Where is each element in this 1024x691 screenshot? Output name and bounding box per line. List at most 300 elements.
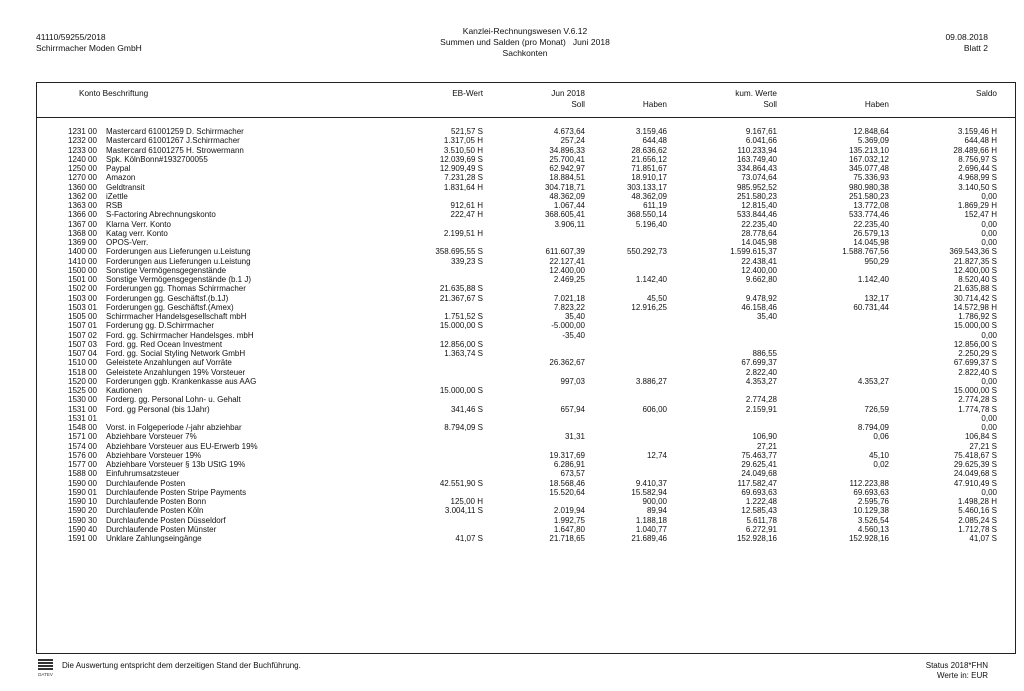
table-row: [37, 469, 1015, 478]
cell-beschriftung: Mastercard 61001267 J.Schirrmacher: [106, 136, 240, 146]
cell-konto: 1231 00: [68, 127, 97, 136]
cell-beschriftung: Amazon: [106, 173, 136, 183]
cell-konto: 1400 00: [68, 247, 97, 257]
cell-beschriftung: Einfuhrumsatzsteuer: [106, 469, 180, 479]
cell-beschriftung: Durchlaufende Posten Bonn: [106, 497, 207, 506]
cell-month-soll: 22.127,41: [549, 256, 585, 266]
cell-konto: 1369 00: [68, 238, 97, 247]
cell-konto: 1250 00: [68, 164, 97, 173]
cell-konto: 1510 00: [68, 358, 97, 368]
cell-month-haben: 12.916,25: [631, 302, 667, 312]
cell-beschriftung: Forderungen ggb. Krankenkasse aus AAG: [106, 376, 257, 386]
cell-month-haben: 21.656,12: [631, 154, 667, 164]
cell-month-soll: 368.605,41: [544, 210, 585, 220]
table-row: [37, 488, 1015, 497]
col-eb-wert: EB-Wert: [452, 89, 483, 98]
cell-konto: 1518 00: [68, 367, 97, 377]
cell-kum-haben: 2.595,76: [857, 497, 889, 506]
cell-month-haben: 368.550,14: [626, 210, 667, 220]
cell-saldo: 30.714,42 S: [953, 293, 997, 303]
table-row: [37, 525, 1015, 534]
cell-kum-soll: 1.599.615,37: [730, 247, 777, 257]
table-row: [37, 423, 1015, 432]
table-row: [37, 358, 1015, 367]
cell-konto: 1531 00: [68, 404, 97, 414]
table-row: [37, 164, 1015, 173]
cell-kum-soll: 985.952,52: [736, 182, 777, 192]
cell-saldo: 106,84 S: [964, 432, 997, 442]
cell-saldo: 2.774,28 S: [958, 395, 997, 405]
table-row: [37, 432, 1015, 441]
cell-konto: 1366 00: [68, 210, 97, 220]
col-saldo: Saldo: [976, 89, 997, 98]
cell-konto: 1525 00: [68, 386, 97, 395]
cell-kum-haben: 13.772,08: [853, 201, 889, 210]
cell-kum-haben: 0,06: [873, 432, 889, 442]
col-kum-werte: kum. Werte: [735, 89, 777, 98]
cell-month-soll: 4.673,64: [553, 127, 585, 136]
table-row: [37, 284, 1015, 293]
cell-month-soll: 35,40: [564, 312, 585, 321]
cell-saldo: 0,00: [981, 487, 997, 497]
table-row: [37, 275, 1015, 284]
cell-eb-wert: 7.231,28 S: [444, 173, 483, 183]
header-center: [380, 26, 670, 58]
cell-konto: 1590 20: [68, 506, 97, 516]
cell-month-soll: 62.942,97: [549, 164, 585, 173]
col-month: Jun 2018: [551, 89, 585, 98]
cell-saldo: 3.140,50 S: [958, 182, 997, 192]
table-row: [37, 201, 1015, 210]
cell-konto: 1507 03: [68, 339, 97, 349]
cell-saldo: 1.774,78 S: [958, 404, 997, 414]
cell-kum-haben: 1.142,40: [857, 275, 889, 284]
footer-note: Die Auswertung entspricht dem derzeitigen Stand der Buchführung.: [62, 661, 301, 670]
datev-logo-icon: [38, 659, 53, 677]
cell-kum-soll: 1.222,48: [745, 497, 777, 506]
cell-kum-haben: 345.077,48: [848, 164, 889, 173]
cell-kum-haben: 10.129,38: [853, 506, 889, 516]
cell-month-soll: 3.906,11: [554, 219, 585, 229]
cell-saldo: 0,00: [981, 413, 997, 423]
cell-konto: 1503 01: [68, 302, 97, 312]
cell-month-soll: 673,57: [560, 469, 585, 479]
cell-saldo: 28.489,66 H: [953, 145, 997, 155]
cell-konto: 1363 00: [68, 201, 97, 210]
col-konto-beschriftung: Konto Beschriftung: [79, 89, 149, 98]
cell-beschriftung: Ford. gg. Red Ocean Investment: [106, 339, 223, 349]
table-row: [37, 331, 1015, 340]
cell-kum-soll: 29.625,41: [741, 460, 777, 469]
cell-kum-soll: 9.478,92: [745, 293, 777, 303]
cell-month-haben: 89,94: [646, 506, 667, 516]
cell-kum-soll: 69.693,63: [741, 487, 777, 497]
cell-beschriftung: iZettle: [106, 191, 128, 201]
cell-konto: 1501 00: [68, 275, 97, 284]
cell-month-soll: 1.647,80: [553, 524, 585, 534]
cell-kum-haben: 26.579,13: [853, 228, 889, 238]
cell-konto: 1574 00: [68, 441, 97, 451]
cell-kum-soll: 5.611,78: [746, 515, 777, 525]
cell-beschriftung: Durchlaufende Posten: [106, 478, 186, 488]
table-row: [37, 173, 1015, 182]
cell-beschriftung: Paypal: [106, 164, 131, 173]
cell-month-soll: 7.823,22: [553, 302, 585, 312]
report-date: 09.08.2018: [945, 32, 988, 42]
cell-beschriftung: Forderungen aus Lieferungen u.Leistung: [106, 256, 251, 266]
cell-kum-haben: 4.560,13: [857, 524, 889, 534]
cell-kum-haben: 3.526,54: [857, 515, 889, 525]
table-row: [37, 238, 1015, 247]
software-title: Kanzlei-Rechnungswesen V.6.12: [462, 26, 588, 36]
cell-saldo: 0,00: [981, 330, 997, 340]
cell-kum-soll: 886,55: [752, 349, 777, 358]
cell-konto: 1507 01: [68, 321, 97, 331]
cell-beschriftung: Durchlaufende Posten Köln: [106, 506, 204, 516]
cell-month-haben: 15.582,94: [631, 487, 667, 497]
cell-saldo: 4.968,99 S: [958, 173, 997, 183]
cell-eb-wert: 21.367,67 S: [439, 293, 483, 303]
cell-saldo: 67.699,37 S: [953, 358, 997, 368]
cell-saldo: 2.822,40 S: [958, 367, 997, 377]
table-row: [37, 395, 1015, 404]
cell-kum-soll: 163.749,40: [736, 154, 777, 164]
cell-saldo: 2.696,44 S: [958, 164, 997, 173]
cell-beschriftung: Forderungen gg. Geschäftsf.(Amex): [106, 302, 234, 312]
cell-beschriftung: Abziehbare Vorsteuer aus EU-Erwerb 19%: [106, 441, 258, 451]
header-left: [36, 32, 142, 54]
cell-kum-haben: 75.336,93: [853, 173, 889, 183]
cell-saldo: 1.869,29 H: [957, 201, 997, 210]
cell-konto: 1362 00: [68, 191, 97, 201]
cell-kum-haben: 45,10: [868, 450, 889, 460]
cell-month-soll: 611.607,39: [545, 247, 585, 257]
cell-kum-soll: 152.928,16: [736, 534, 777, 543]
cell-kum-haben: 69.693,63: [853, 487, 889, 497]
cell-kum-soll: 28.778,64: [741, 228, 777, 238]
cell-beschriftung: Geldtransit: [106, 182, 145, 192]
cell-beschriftung: Sonstige Vermögensgegenstände: [106, 265, 227, 275]
cell-kum-soll: 22.438,41: [741, 256, 777, 266]
cell-kum-soll: 2.822,40: [745, 367, 777, 377]
client-number: 41110/59255/2018: [36, 32, 106, 42]
report-title: Summen und Salden (pro Monat) Juni 2018: [440, 36, 610, 47]
cell-saldo: 8.520,40 S: [958, 275, 997, 284]
cell-month-soll: 2.019,94: [553, 506, 585, 516]
cell-konto: 1232 00: [68, 136, 97, 146]
cell-beschriftung: Forderungen gg. Geschäftsf.(b.1J): [106, 293, 229, 303]
cell-kum-haben: 8.794,09: [857, 423, 889, 432]
table-row: [37, 442, 1015, 451]
cell-eb-wert: 2.199,51 H: [443, 228, 483, 238]
cell-eb-wert: 41,07 S: [455, 534, 483, 543]
cell-kum-soll: 334.864,43: [736, 164, 777, 173]
cell-beschriftung: Forderg. gg. Personal Lohn- u. Gehalt: [106, 395, 241, 405]
cell-kum-haben: 60.731,44: [853, 302, 889, 312]
cell-konto: 1500 00: [68, 265, 97, 275]
cell-konto: 1233 00: [68, 145, 97, 155]
cell-month-haben: 48.362,09: [631, 191, 667, 201]
cell-kum-haben: 251.580,23: [848, 191, 889, 201]
cell-month-soll: 1.992,75: [553, 515, 585, 525]
cell-month-soll: 304.718,71: [544, 182, 585, 192]
cell-kum-haben: 12.848,64: [853, 127, 889, 136]
cell-konto: 1367 00: [68, 219, 97, 229]
cell-beschriftung: Spk. KölnBonn#1932700055: [106, 154, 208, 164]
cell-kum-soll: 46.158,46: [741, 302, 777, 312]
cell-konto: 1530 00: [68, 395, 97, 405]
cell-konto: 1591 00: [68, 534, 97, 543]
table-row: [37, 497, 1015, 506]
cell-beschriftung: Sonstige Vermögensgegenstände (b.1 J): [106, 275, 251, 284]
cell-beschriftung: Mastercard 61001275 H. Strowermann: [106, 145, 244, 155]
cell-saldo: 0,00: [981, 228, 997, 238]
cell-beschriftung: Durchlaufende Posten Münster: [106, 524, 217, 534]
cell-kum-haben: 950,29: [864, 256, 889, 266]
cell-konto: 1590 10: [68, 497, 97, 506]
table-row: [37, 303, 1015, 312]
company-name: Schirrmacher Moden GmbH: [36, 43, 142, 53]
cell-saldo: 1.786,92 S: [958, 312, 997, 321]
cell-kum-soll: 106,90: [752, 432, 777, 442]
cell-month-soll: 18.884,51: [549, 173, 585, 183]
cell-saldo: 1.498,28 H: [957, 497, 997, 506]
cell-month-haben: 18.910,17: [631, 173, 667, 183]
cell-saldo: 2.250,29 S: [958, 349, 997, 358]
col-month-soll: Soll: [571, 100, 585, 109]
cell-saldo: 21.827,35 S: [953, 256, 997, 266]
cell-month-soll: 15.520,64: [549, 487, 585, 497]
cell-saldo: 15.000,00 S: [953, 321, 997, 331]
cell-beschriftung: Mastercard 61001259 D. Schirrmacher: [106, 127, 244, 136]
cell-kum-soll: 9.167,61: [745, 127, 777, 136]
report-subtitle: Sachkonten: [502, 47, 548, 58]
cell-month-haben: 1.142,40: [635, 275, 667, 284]
cell-saldo: 75.418,67 S: [953, 450, 997, 460]
table-row: [37, 479, 1015, 488]
col-kum-haben: Haben: [864, 100, 889, 109]
cell-kum-soll: 24.049,68: [741, 469, 777, 479]
cell-kum-haben: 0,02: [873, 460, 889, 469]
cell-konto: 1503 00: [68, 293, 97, 303]
table-body: [37, 127, 1015, 543]
cell-konto: 1590 40: [68, 524, 97, 534]
cell-eb-wert: 1.363,74 S: [444, 349, 483, 358]
table-row: [37, 405, 1015, 414]
cell-month-haben: 3.886,27: [635, 376, 667, 386]
table-row: [37, 340, 1015, 349]
cell-kum-haben: 14.045,98: [853, 238, 889, 247]
cell-kum-soll: 22.235,40: [741, 219, 777, 229]
cell-month-soll: 12.400,00: [549, 265, 585, 275]
cell-eb-wert: 15.000,00 S: [439, 321, 483, 331]
table-row: [37, 183, 1015, 192]
cell-eb-wert: 8.794,09 S: [444, 423, 483, 432]
cell-beschriftung: Abziehbare Vorsteuer 19%: [106, 450, 202, 460]
table-row: [37, 368, 1015, 377]
table-row: [37, 349, 1015, 358]
cell-saldo: 21.635,88 S: [953, 284, 997, 294]
footer-right: [926, 661, 988, 681]
cell-month-soll: 26.362,67: [549, 358, 585, 368]
cell-kum-soll: 251.580,23: [736, 191, 777, 201]
datev-logo-text: DATEV: [38, 672, 53, 677]
cell-saldo: 41,07 S: [969, 534, 997, 543]
cell-beschriftung: Durchlaufende Posten Stripe Payments: [106, 487, 247, 497]
table-row: [37, 534, 1015, 543]
cell-konto: 1240 00: [68, 154, 97, 164]
cell-konto: 1270 00: [68, 173, 97, 183]
cell-kum-haben: 112.223,88: [849, 478, 889, 488]
col-month-haben: Haben: [642, 100, 667, 109]
table-row: [37, 451, 1015, 460]
cell-saldo: 12.856,00 S: [953, 339, 997, 349]
cell-month-haben: 12,74: [646, 450, 667, 460]
table-row: [37, 257, 1015, 266]
table-row: [37, 247, 1015, 256]
cell-saldo: 47.910,49 S: [953, 478, 997, 488]
cell-eb-wert: 12.856,00 S: [439, 339, 483, 349]
cell-eb-wert: 341,46 S: [450, 404, 483, 414]
cell-eb-wert: 12.039,69 S: [439, 154, 483, 164]
table-row: [37, 192, 1015, 201]
cell-beschriftung: Forderung gg. D.Schirrmacher: [106, 321, 215, 331]
cell-kum-soll: 4.353,27: [745, 376, 777, 386]
cell-kum-soll: 9.662,80: [745, 275, 777, 284]
table-row: [37, 220, 1015, 229]
cell-konto: 1507 04: [68, 349, 97, 358]
cell-konto: 1360 00: [68, 182, 97, 192]
cell-month-haben: 1.040,77: [635, 524, 667, 534]
cell-month-haben: 3.159,46: [635, 127, 667, 136]
cell-eb-wert: 42.551,90 S: [439, 478, 483, 488]
currency-text: Werte in: EUR: [937, 671, 988, 680]
cell-eb-wert: 3.510,50 H: [443, 145, 483, 155]
cell-month-soll: 257,24: [560, 136, 585, 146]
cell-beschriftung: Ford. gg. Schirrmacher Handelsges. mbH: [106, 330, 254, 340]
cell-month-soll: 7.021,18: [553, 293, 585, 303]
cell-eb-wert: 1.751,52 S: [444, 312, 483, 321]
cell-month-soll: 1.067,44: [553, 201, 585, 210]
cell-eb-wert: 12.909,49 S: [439, 164, 483, 173]
cell-beschriftung: Abziehbare Vorsteuer 7%: [106, 432, 197, 442]
cell-month-haben: 21.689,46: [631, 534, 667, 543]
cell-saldo: 2.085,24 S: [958, 515, 997, 525]
cell-month-soll: 6.286,91: [553, 460, 585, 469]
cell-month-haben: 28.636,62: [631, 145, 667, 155]
cell-konto: 1507 02: [68, 330, 97, 340]
cell-konto: 1410 00: [68, 256, 97, 266]
cell-month-soll: 21.718,65: [549, 534, 585, 543]
cell-kum-haben: 5.369,09: [857, 136, 889, 146]
table-row: [37, 146, 1015, 155]
cell-konto: 1577 00: [68, 460, 97, 469]
cell-beschriftung: Forderungen aus Lieferungen u.Leistung: [106, 247, 251, 257]
cell-kum-soll: 6.041,66: [745, 136, 777, 146]
cell-kum-soll: 6.272,91: [745, 524, 777, 534]
cell-beschriftung: Klarna Verr. Konto: [106, 219, 171, 229]
cell-eb-wert: 222,47 H: [450, 210, 483, 220]
cell-kum-haben: 22.235,40: [853, 219, 889, 229]
table-row: [37, 127, 1015, 136]
cell-beschriftung: Vorst. in Folgeperiode /-jahr abziehbar: [106, 423, 242, 432]
cell-konto: 1502 00: [68, 284, 97, 294]
cell-eb-wert: 339,23 S: [450, 256, 483, 266]
cell-kum-soll: 27,21: [756, 441, 777, 451]
cell-saldo: 644,48 H: [964, 136, 997, 146]
cell-month-soll: 2.469,25: [553, 275, 585, 284]
cell-month-haben: 644,48: [642, 136, 667, 146]
cell-month-haben: 303.133,17: [626, 182, 667, 192]
cell-month-soll: 997,03: [560, 376, 585, 386]
cell-saldo: 152,47 H: [964, 210, 997, 220]
cell-kum-soll: 12.815,40: [741, 201, 777, 210]
cell-kum-soll: 533.844,46: [736, 210, 777, 220]
cell-kum-haben: 132,17: [864, 293, 889, 303]
cell-month-haben: 9.410,37: [635, 478, 667, 488]
table-row: [37, 136, 1015, 145]
table-row: [37, 377, 1015, 386]
cell-month-soll: 25.700,41: [549, 154, 585, 164]
cell-konto: 1590 30: [68, 515, 97, 525]
cell-month-soll: 34.896,33: [549, 145, 585, 155]
cell-kum-soll: 110.233,94: [737, 145, 777, 155]
cell-beschriftung: Kautionen: [106, 386, 143, 395]
cell-konto: 1590 01: [68, 487, 97, 497]
cell-beschriftung: Forderungen gg. Thomas Schirrmacher: [106, 284, 246, 294]
cell-month-haben: 1.188,18: [635, 515, 667, 525]
cell-beschriftung: OPOS-Verr.: [106, 238, 149, 247]
cell-beschriftung: Geleistete Anzahlungen auf Vorräte: [106, 358, 232, 368]
cell-kum-soll: 35,40: [756, 312, 777, 321]
cell-beschriftung: Durchlaufende Posten Düsseldorf: [106, 515, 226, 525]
cell-saldo: 369.543,36 S: [949, 247, 997, 257]
cell-kum-soll: 12.585,43: [741, 506, 777, 516]
cell-kum-soll: 14.045,98: [741, 238, 777, 247]
col-kum-soll: Soll: [763, 100, 777, 109]
cell-saldo: 24.049,68 S: [953, 469, 997, 479]
cell-saldo: 8.756,97 S: [958, 154, 997, 164]
cell-kum-haben: 167.032,12: [848, 154, 889, 164]
cell-konto: 1576 00: [68, 450, 97, 460]
cell-beschriftung: Geleistete Anzahlungen 19% Vorsteuer: [106, 367, 246, 377]
cell-beschriftung: Katag verr. Konto: [106, 228, 168, 238]
cell-month-haben: 550.292,73: [626, 247, 667, 257]
header-right: [945, 32, 988, 54]
cell-saldo: 3.159,46 H: [957, 127, 997, 136]
table-row: [37, 312, 1015, 321]
cell-kum-haben: 726,59: [864, 404, 889, 414]
cell-eb-wert: 125,00 H: [450, 497, 483, 506]
cell-month-soll: -5.000,00: [551, 321, 585, 331]
cell-month-soll: 657,94: [560, 404, 585, 414]
cell-saldo: 12.400,00 S: [953, 265, 997, 275]
table-row: [37, 294, 1015, 303]
table-row: [37, 386, 1015, 395]
cell-saldo: 5.460,16 S: [958, 506, 997, 516]
table-header: [37, 83, 1015, 118]
cell-kum-haben: 1.588.767,56: [842, 247, 889, 257]
cell-konto: 1548 00: [68, 423, 97, 432]
table-row: [37, 506, 1015, 515]
cell-eb-wert: 358.695,55 S: [435, 247, 483, 257]
cell-konto: 1588 00: [68, 469, 97, 479]
cell-month-haben: 606,00: [642, 404, 667, 414]
cell-saldo: 29.625,39 S: [953, 460, 997, 469]
table-row: [37, 266, 1015, 275]
table-row: [37, 321, 1015, 330]
report-table: [36, 82, 1016, 654]
